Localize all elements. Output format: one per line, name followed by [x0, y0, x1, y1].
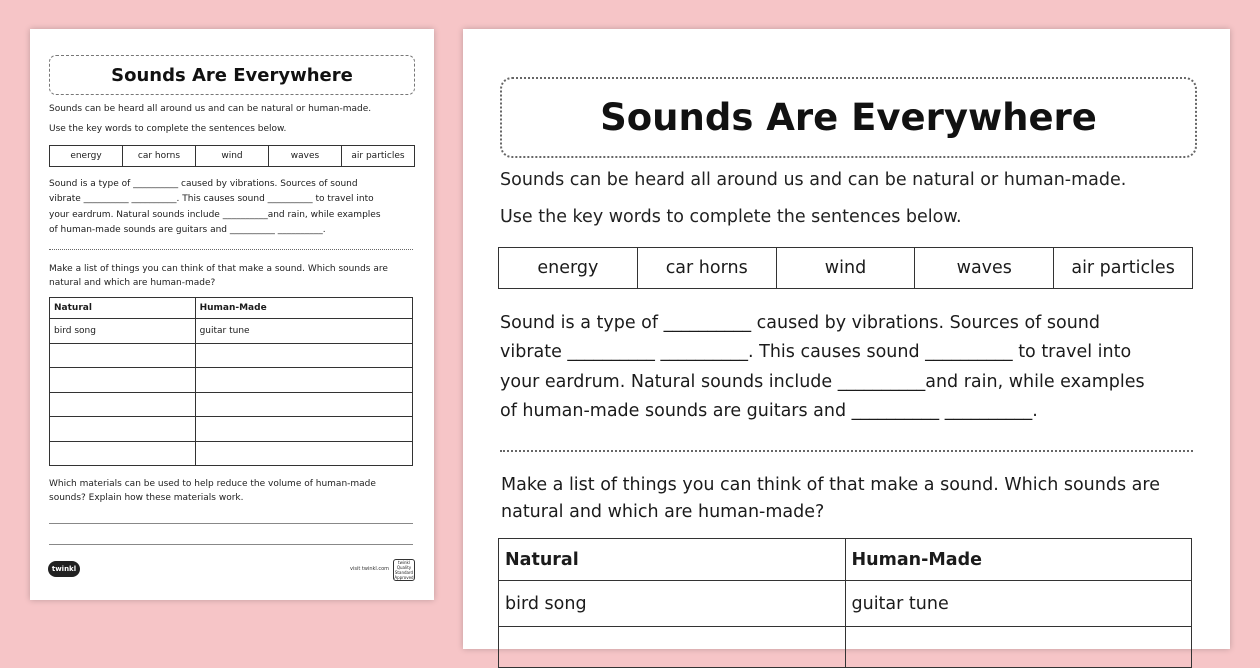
table-row [50, 319, 413, 344]
paragraph-line: Sound is a type of __________ caused by vibrations. Sources of sound [500, 313, 1101, 333]
table-row [50, 441, 413, 466]
keyword-cell: wind [776, 248, 915, 288]
keyword-cell: energy [537, 258, 599, 278]
keyword-cell: waves [268, 146, 341, 166]
answer-line [49, 544, 413, 545]
table-row [50, 417, 413, 442]
paragraph-line: your eardrum. Natural sounds include __________and rain, while examples [49, 209, 381, 220]
worksheet-title: Sounds Are Everywhere [111, 64, 353, 86]
keyword-cell: car horns [122, 146, 195, 166]
keyword-cell: wind [195, 146, 268, 166]
paragraph-line: vibrate __________ __________. This causes sound __________ to travel into [500, 342, 1132, 363]
table-header: Human-Made [845, 539, 1192, 581]
worksheet-preview-thumbnail[interactable] [30, 29, 434, 600]
table-cell [845, 627, 1192, 668]
paragraph-line: your eardrum. Natural sounds include __________and rain, while examples [500, 371, 1145, 392]
title-box [500, 77, 1197, 158]
title-box [49, 55, 415, 95]
list-question: Make a list of things you can think of that make a sound. Which sounds are natural and which are human-made? [49, 264, 388, 288]
keyword-cell: air particles [1053, 248, 1192, 288]
table-cell [195, 392, 412, 417]
paragraph-line: of human-made sounds are guitars and __________ __________. [49, 224, 326, 235]
table-cell: bird song [499, 581, 846, 627]
dotted-divider [500, 450, 1193, 452]
intro-text: Sounds can be heard all around us and can be natural or human-made. [49, 104, 372, 114]
table-cell [195, 343, 412, 368]
keyword-cell: waves [914, 248, 1053, 288]
table-cell [195, 368, 412, 393]
keyword-cell: air particles [341, 146, 414, 166]
paragraph-line: vibrate __________ __________. This causes sound __________ to travel into [49, 194, 374, 205]
table-cell [50, 343, 196, 368]
quality-badge: twinkl Quality Standard Approved [394, 560, 414, 580]
paragraph-line: of human-made sounds are guitars and __________ __________. [500, 400, 1038, 421]
table-row [50, 392, 413, 417]
worksheet-zoomed-page [463, 29, 1230, 649]
keyword-table [49, 145, 415, 167]
keyword-table [498, 247, 1193, 289]
table-row [50, 368, 413, 393]
table-cell [195, 417, 412, 442]
table-cell [50, 368, 196, 393]
instruction-text: Use the key words to complete the sentences below. [49, 124, 287, 134]
fill-in-paragraph [500, 309, 1200, 426]
table-row [50, 343, 413, 368]
table-cell: bird song [50, 319, 196, 344]
table-cell [195, 441, 412, 466]
worksheet-title: Sounds Are Everywhere [600, 96, 1097, 139]
instruction-text: Use the key words to complete the sentences below. [500, 207, 962, 227]
materials-question: Which materials can be used to help reduce the volume of human-made sounds? Explain how these materials work. [49, 479, 376, 503]
table-cell: guitar tune [195, 319, 412, 344]
table-cell [50, 441, 196, 466]
paragraph-line: Sound is a type of __________ caused by vibrations. Sources of sound [49, 179, 358, 189]
sound-list-table [498, 538, 1192, 668]
intro-text: Sounds can be heard all around us and can be natural or human-made. [500, 170, 1127, 190]
twinkl-logo: twinkl [48, 561, 80, 577]
table-cell [50, 392, 196, 417]
answer-line [49, 523, 413, 524]
table-cell: guitar tune [845, 581, 1192, 627]
dotted-divider [49, 249, 413, 250]
table-row [499, 581, 1192, 627]
table-row [499, 627, 1192, 668]
table-header: Natural [499, 539, 846, 581]
fill-in-paragraph [49, 177, 417, 238]
table-cell [499, 627, 846, 668]
table-header: Natural [50, 298, 196, 319]
keyword-cell: energy [70, 151, 102, 161]
table-header: Human-Made [195, 298, 412, 319]
list-question: Make a list of things you can think of that make a sound. Which sounds are natural and which are human-made? [501, 475, 1160, 522]
sound-list-table [49, 297, 413, 466]
footer-url: visit twinkl.com [350, 566, 390, 572]
keyword-cell: car horns [637, 248, 776, 288]
table-cell [50, 417, 196, 442]
